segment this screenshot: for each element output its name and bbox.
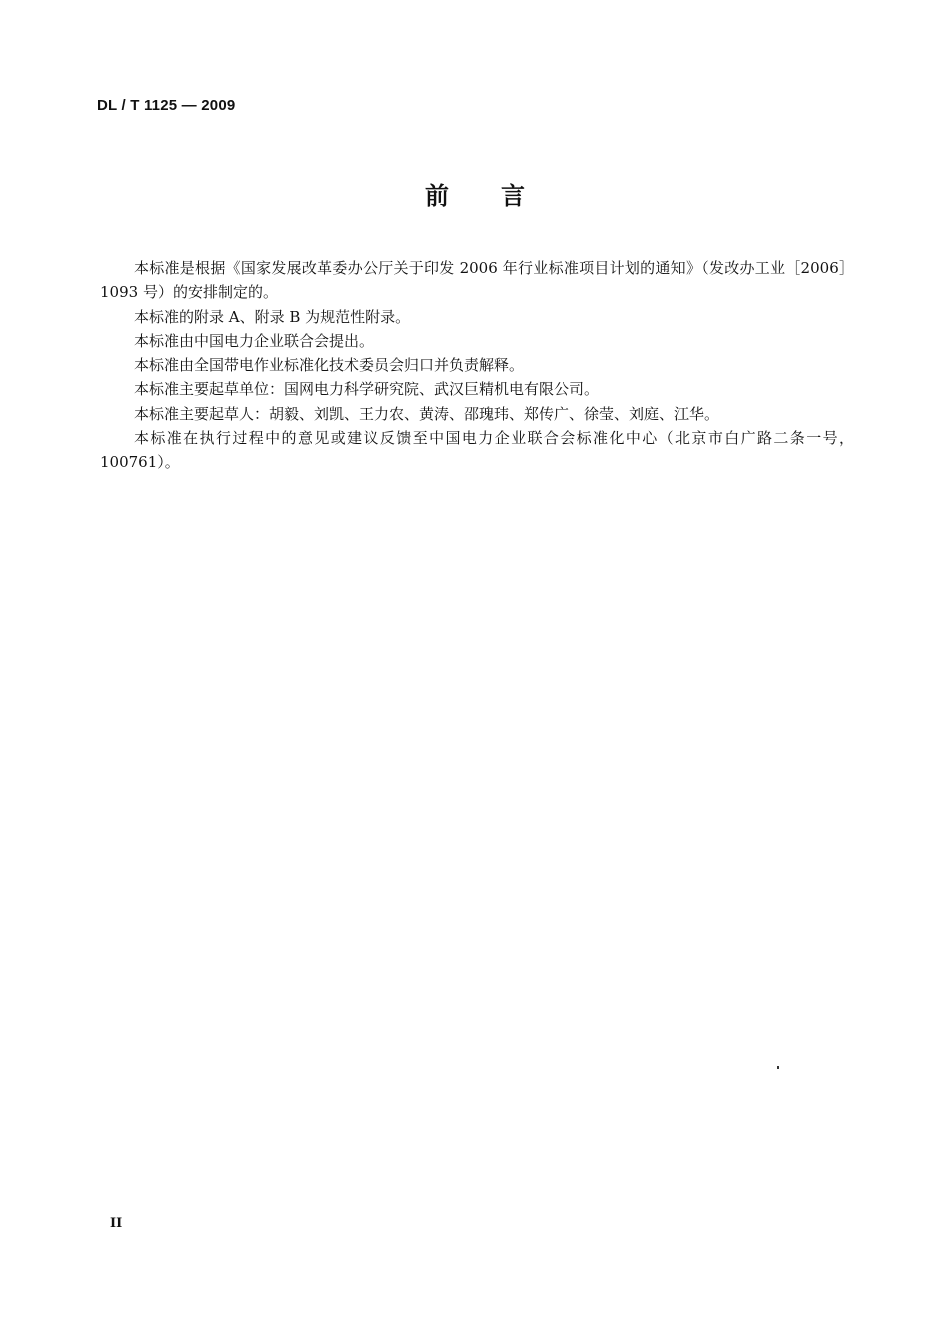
paragraph-feedback: 本标准在执行过程中的意见或建议反馈至中国电力企业联合会标准化中心（北京市白广路二条一号，100761）。 [100,429,854,472]
paragraph-committee: 本标准由全国带电作业标准化技术委员会归口并负责解释。 [134,356,525,375]
paragraph-drafters: 本标准主要起草人：胡毅、刘凯、王力农、黄涛、邵瑰玮、郑传广、徐莹、刘庭、江华。 [134,404,720,423]
paragraph-drafting-units: 本标准主要起草单位：国网电力科学研究院、武汉巨精机电有限公司。 [134,380,600,399]
document-code: DL / T 1125 — 2009 [97,97,236,114]
paragraph-proposer: 本标准由中国电力企业联合会提出。 [134,331,375,350]
foreword-body [100,256,854,475]
page-number: II [110,1216,123,1231]
page-title: 前言 [425,182,577,210]
paragraph-appendix: 本标准的附录 A、附录 B 为规范性附录。 [134,307,411,326]
scan-artifact-mark [777,1066,779,1069]
paragraph-basis: 本标准是根据《国家发展改革委办公厅关于印发 2006 年行业标准项目计划的通知》（发改办工业［2006］1093 号）的安排制定的。 [100,259,854,302]
